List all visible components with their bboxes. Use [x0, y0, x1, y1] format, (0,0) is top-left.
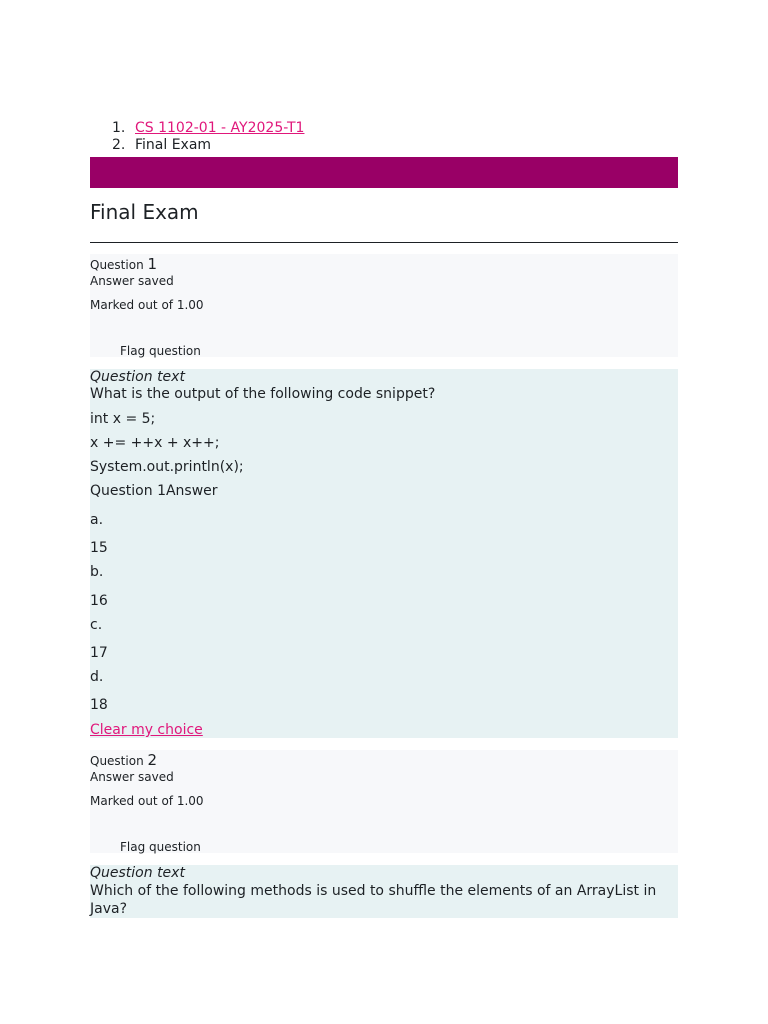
- question-info-1: [90, 254, 678, 357]
- breadcrumb-number: 1.: [112, 120, 126, 136]
- option-value-a[interactable]: 15: [90, 540, 108, 556]
- question-state: Answer saved: [90, 274, 174, 288]
- option-letter-c[interactable]: c.: [90, 617, 103, 633]
- code-line: System.out.println(x);: [90, 459, 244, 475]
- question-prompt: Which of the following methods is used to shuffle the elements of an ArrayList in Java?: [90, 883, 657, 917]
- question-number-value: 2: [147, 751, 158, 769]
- option-letter-b[interactable]: b.: [90, 564, 104, 580]
- question-number-value: 1: [147, 255, 158, 273]
- question-content-2: [90, 865, 678, 918]
- question-content-1: [90, 369, 678, 738]
- option-value-d[interactable]: 18: [90, 697, 108, 713]
- option-letter-d[interactable]: d.: [90, 669, 104, 685]
- breadcrumb-link-course[interactable]: CS 1102-01 - AY2025-T1: [135, 120, 305, 136]
- option-value-c[interactable]: 17: [90, 645, 108, 661]
- breadcrumb-current: Final Exam: [135, 136, 212, 153]
- answer-label: Question 1Answer: [90, 483, 218, 499]
- breadcrumb-item-exam: [113, 137, 304, 154]
- question-grade: Marked out of 1.00: [90, 794, 204, 808]
- question-text-label: Question text: [90, 865, 185, 881]
- divider: [90, 242, 678, 243]
- question-text-label: Question text: [90, 369, 185, 385]
- option-letter-a[interactable]: a.: [90, 512, 104, 528]
- breadcrumb: [113, 120, 304, 153]
- breadcrumb-item-course: [113, 120, 304, 137]
- breadcrumb-number: 2.: [112, 136, 126, 153]
- question-prompt: What is the output of the following code snippet?: [90, 386, 436, 402]
- flag-question-link[interactable]: Flag question: [120, 344, 201, 358]
- question-number: [90, 751, 157, 769]
- code-line: int x = 5;: [90, 411, 156, 427]
- question-label: Question: [90, 258, 144, 272]
- option-value-b[interactable]: 16: [90, 593, 108, 609]
- code-line: x += ++x + x++;: [90, 435, 220, 451]
- header-banner: [90, 157, 678, 188]
- page-title: Final Exam: [90, 200, 199, 224]
- question-state: Answer saved: [90, 770, 174, 784]
- question-grade: Marked out of 1.00: [90, 298, 204, 312]
- question-label: Question: [90, 754, 144, 768]
- clear-choice-link[interactable]: Clear my choice: [90, 722, 203, 738]
- question-info-2: [90, 750, 678, 853]
- question-number: [90, 255, 157, 273]
- flag-question-link[interactable]: Flag question: [120, 840, 201, 854]
